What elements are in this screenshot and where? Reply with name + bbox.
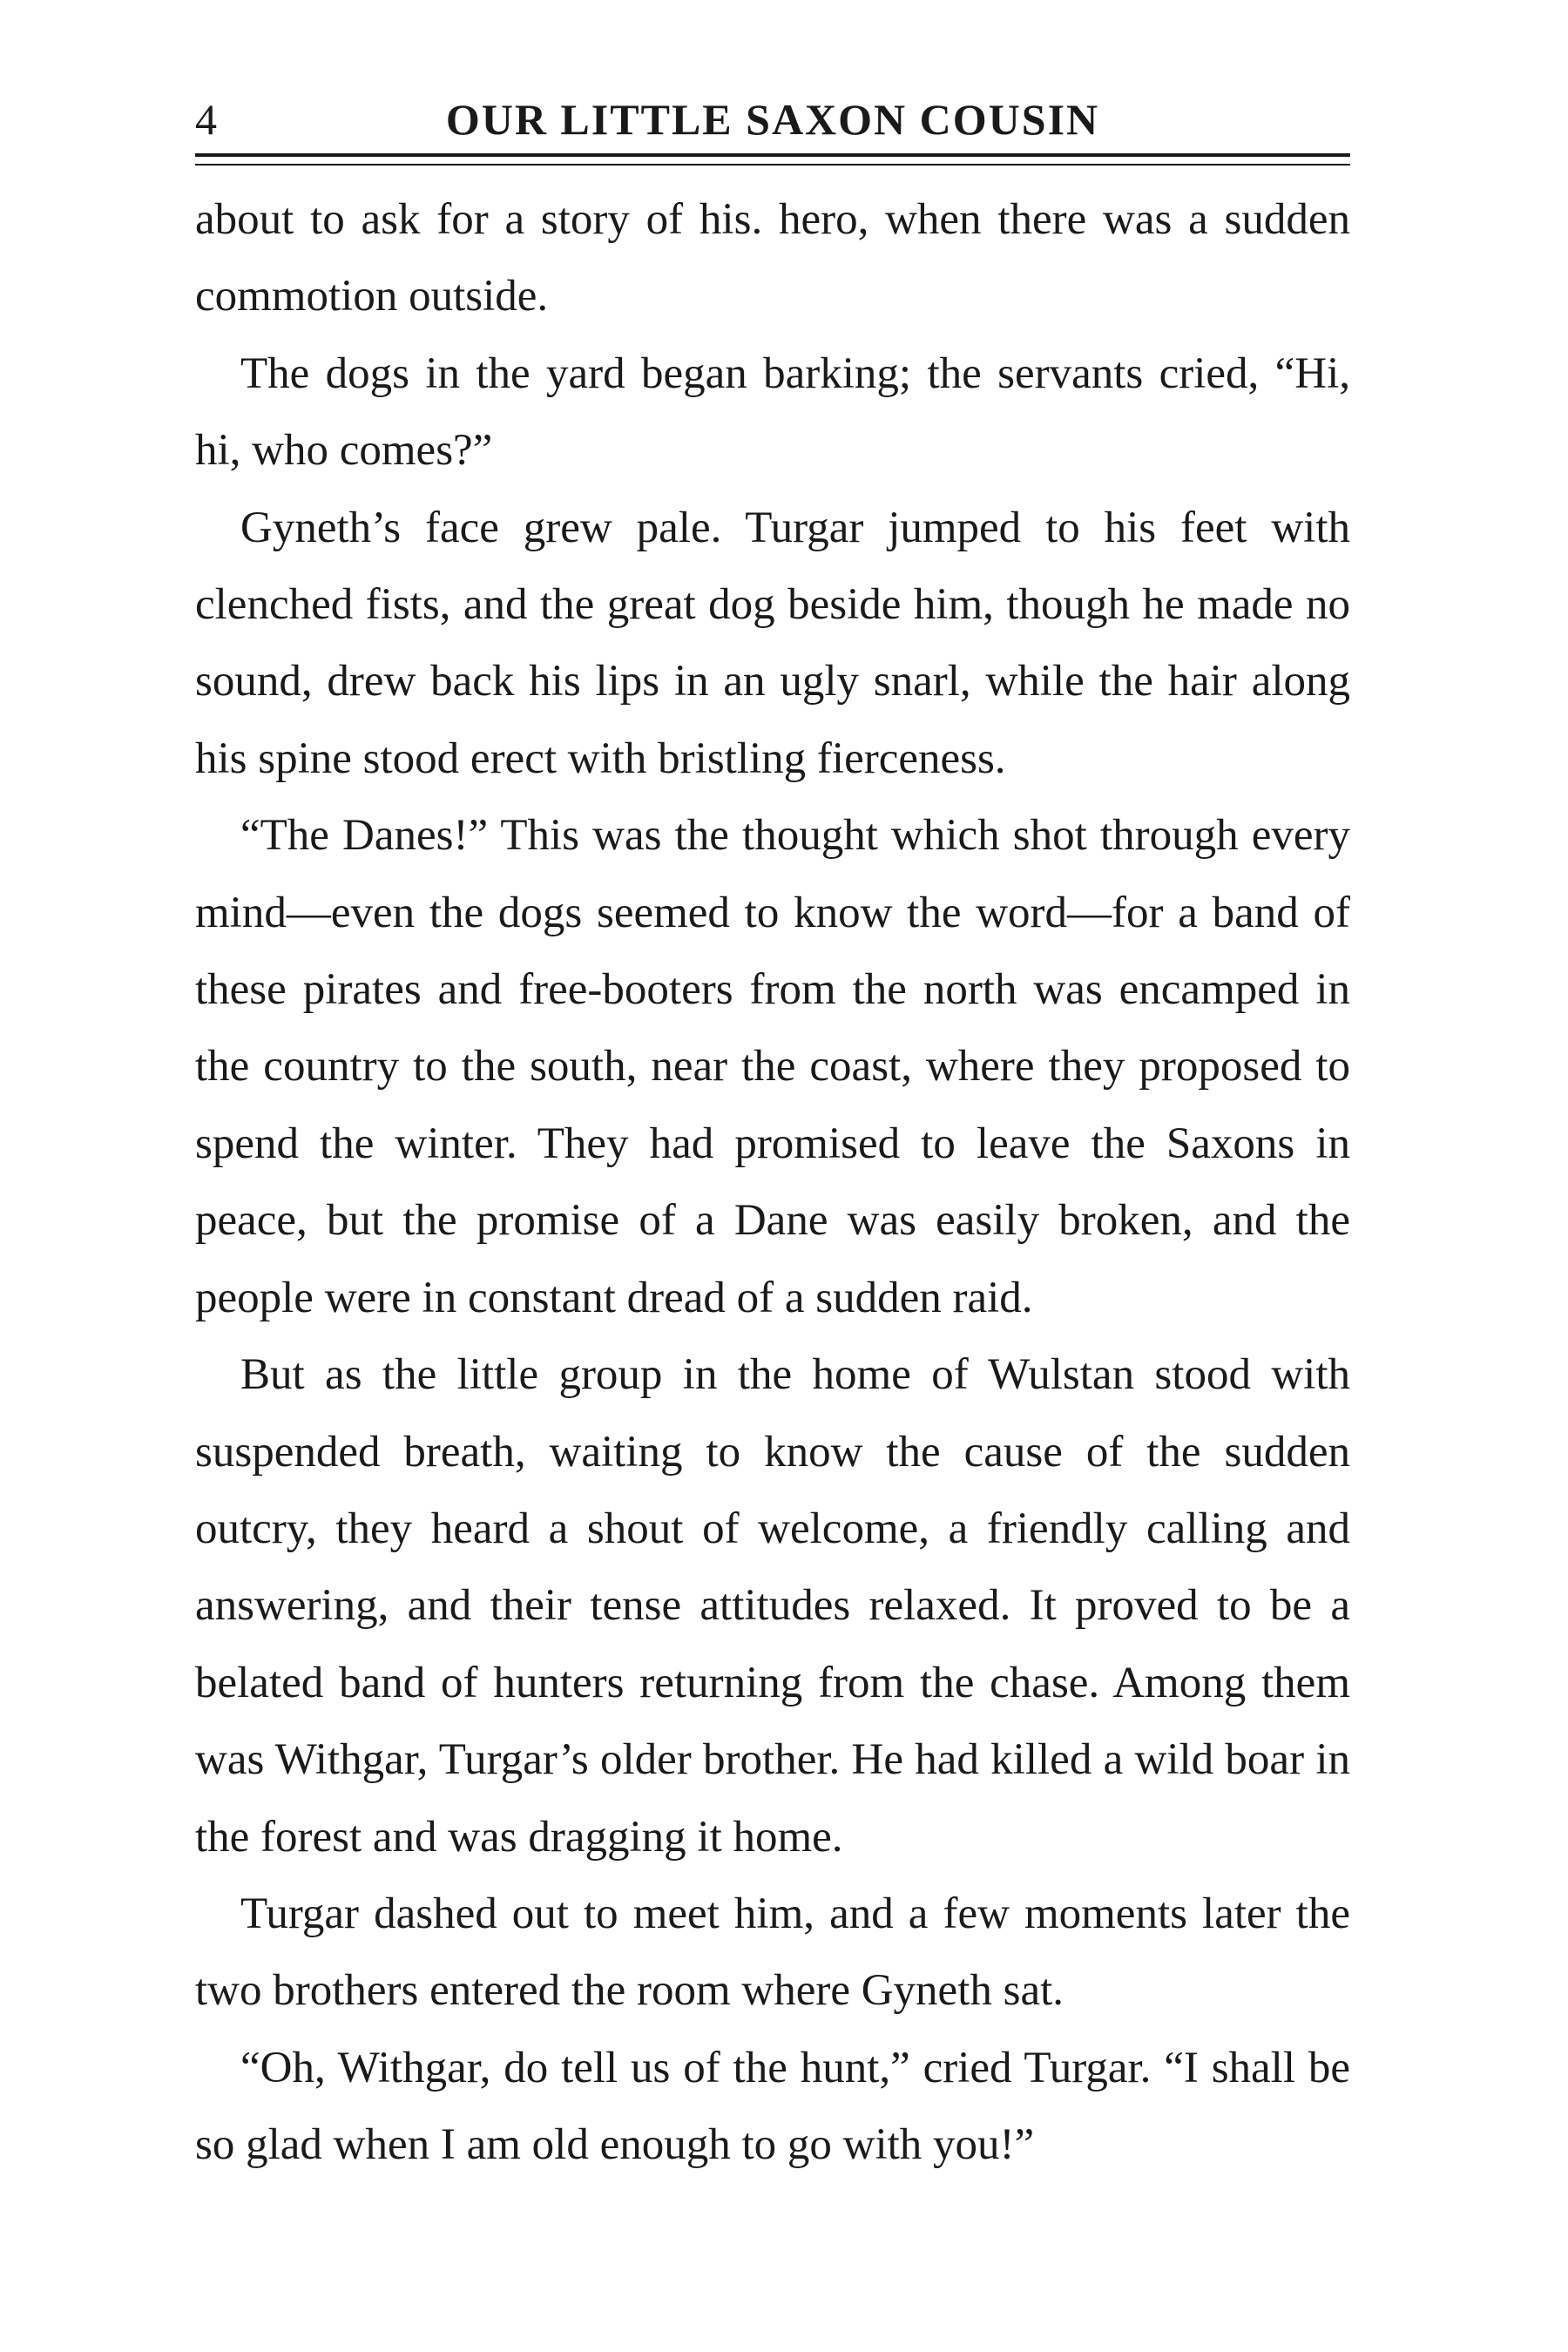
page-header [195,89,1350,153]
paragraph-continued: about to ask for a story of his. hero, when there was a sudden commotion outside. [195,195,1350,321]
paragraph: “The Danes!” This was the thought which shot through every mind—even the dogs seemed to know the word—for a band of these pirates and free-booters from the north was encamped in the country to the south, near the coast, where they proposed to spend the winter. They had promised to leave the Saxons in peace, but the promise of a Dane was easily broken, and the people were in constant dread of a sudden raid. [195,811,1350,1322]
paragraph: The dogs in the yard began barking; the servants cried, “Hi, hi, who comes?” [195,348,1350,476]
paragraph: “Oh, Withgar, do tell us of the hunt,” cried Turgar. “I shall be so glad when I am old enough to go with you!” [195,2043,1350,2170]
page-number: 4 [195,95,217,144]
paragraph: But as the little group in the home of Wulstan stood with suspended breath, waiting to know the cause of the sudden outcry, they heard a shout of welcome, a friendly calling and answering, and their tense attitudes relaxed. It proved to be a belated band of hunters returning from the chase. Among them was Withgar, Turgar’s older brother. He had killed a wild boar in the forest and was dragging it home. [195,1350,1350,1862]
running-title: OUR LITTLE SAXON COUSIN [445,95,1100,144]
paragraph: Gyneth’s face grew pale. Turgar jumped to his feet with clenched fists, and the great dog beside him, though he made no sound, drew back his lips in an ugly snarl, while the hair along his spine stood erect with bristling fierceness. [195,503,1350,783]
header-rule-thin [195,164,1350,166]
paragraph: Turgar dashed out to meet him, and a few moments later the two brothers entered the room where Gyneth sat. [195,1889,1350,2016]
header-rule-thick [195,153,1350,157]
body-text [195,181,1350,2184]
